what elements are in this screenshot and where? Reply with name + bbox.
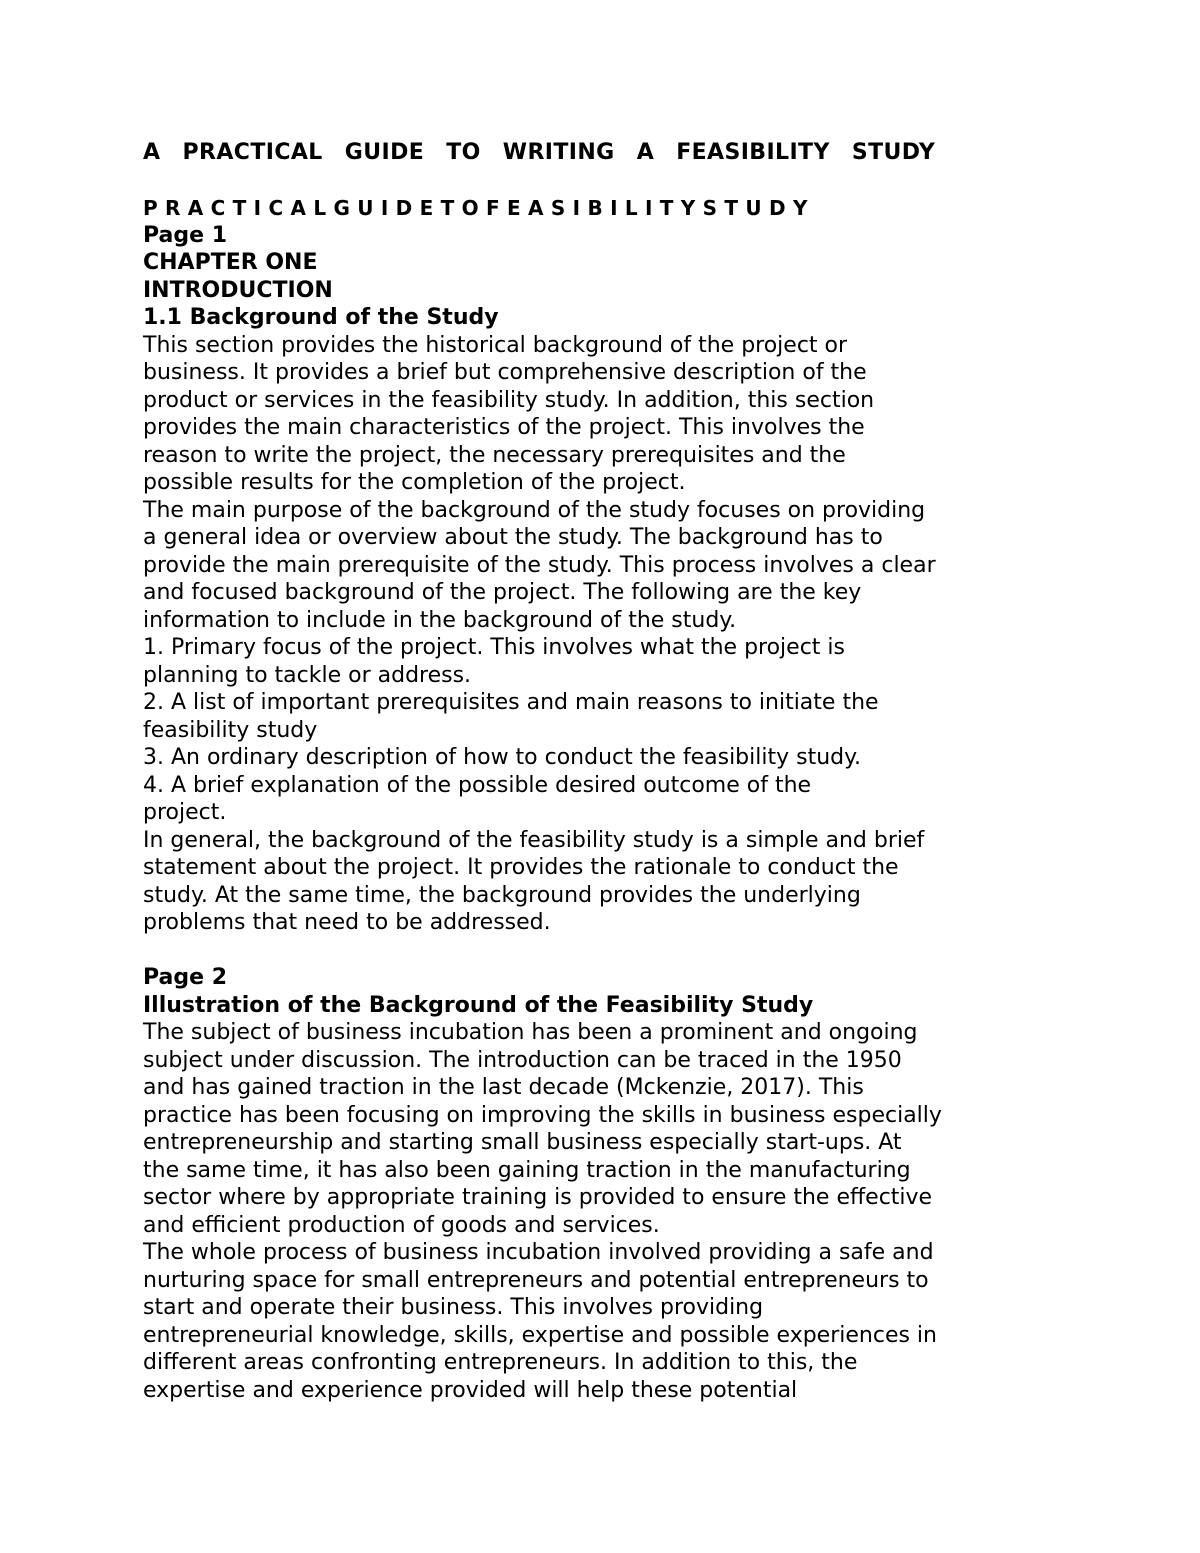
list-item: planning to tackle or address. bbox=[143, 662, 472, 688]
text-line: study. At the same time, the background provides the underlying bbox=[143, 882, 861, 908]
list-item: feasibility study bbox=[143, 717, 318, 743]
list-item: 3. An ordinary description of how to conduct the feasibility study. bbox=[143, 745, 861, 770]
text-line: entrepreneurship and starting small business especially start-ups. At bbox=[143, 1130, 902, 1155]
paragraph-5 bbox=[143, 1239, 1023, 1404]
paragraph-1 bbox=[143, 332, 1023, 497]
text-line: reason to write the project, the necessary prerequisites and the bbox=[143, 442, 846, 468]
blank-line bbox=[143, 937, 1023, 965]
paragraph-2 bbox=[143, 497, 1023, 635]
list-item: project. bbox=[143, 800, 227, 825]
text-line: provides the main characteristics of the project. This involves the bbox=[143, 415, 865, 440]
text-line: The whole process of business incubation involved providing a safe and bbox=[143, 1240, 934, 1265]
text-line: and focused background of the project. The following are the key bbox=[143, 580, 862, 605]
list-item: 4. A brief explanation of the possible desired outcome of the bbox=[143, 772, 812, 798]
spaced-heading: P R A C T I C A L G U I D E T O F E A S I B I L I T Y S T U D Y bbox=[143, 195, 808, 220]
text-line: possible results for the completion of the project. bbox=[143, 470, 686, 495]
text-line: different areas confronting entrepreneurs. In addition to this, the bbox=[143, 1350, 858, 1375]
text-line: The subject of business incubation has been a prominent and ongoing bbox=[143, 1020, 918, 1045]
text-line: The main purpose of the background of the study focuses on providing bbox=[143, 497, 926, 523]
text-line: This section provides the historical background of the project or bbox=[143, 332, 848, 358]
illustration-heading: Illustration of the Background of the Feasibility Study bbox=[143, 992, 814, 1018]
text-line: start and operate their business. This involves providing bbox=[143, 1295, 764, 1320]
document-title: A PRACTICAL GUIDE TO WRITING A FEASIBILITY STUDY bbox=[143, 140, 936, 165]
text-line: practice has been focusing on improving the skills in business especially bbox=[143, 1102, 942, 1128]
paragraph-3 bbox=[143, 827, 1023, 937]
list-item: 1. Primary focus of the project. This involves what the project is bbox=[143, 635, 845, 660]
text-line: information to include in the background of the study. bbox=[143, 607, 737, 633]
text-line: product or services in the feasibility study. In addition, this section bbox=[143, 387, 875, 413]
page-1-label: Page 1 bbox=[143, 222, 228, 248]
text-line: expertise and experience provided will help these potential bbox=[143, 1377, 798, 1403]
text-line: provide the main prerequisite of the study. This process involves a clear bbox=[143, 552, 936, 578]
section-1-1-heading: 1.1 Background of the Study bbox=[143, 305, 499, 330]
text-line: business. It provides a brief but comprehensive description of the bbox=[143, 360, 867, 385]
chapter-heading: CHAPTER ONE bbox=[143, 250, 318, 275]
text-line: In general, the background of the feasibility study is a simple and brief bbox=[143, 827, 925, 853]
introduction-heading: INTRODUCTION bbox=[143, 277, 333, 303]
list-item: 2. A list of important prerequisites and main reasons to initiate the bbox=[143, 690, 879, 715]
text-line: a general idea or overview about the study. The background has to bbox=[143, 525, 883, 550]
text-line: nurturing space for small entrepreneurs and potential entrepreneurs to bbox=[143, 1267, 929, 1293]
page-2-label: Page 2 bbox=[143, 965, 228, 990]
text-line: the same time, it has also been gaining traction in the manufacturing bbox=[143, 1157, 911, 1183]
text-line: and has gained traction in the last decade (Mckenzie, 2017). This bbox=[143, 1075, 864, 1100]
text-line: problems that need to be addressed. bbox=[143, 910, 551, 935]
text-line: and efficient production of goods and services. bbox=[143, 1212, 660, 1238]
text-line: statement about the project. It provides the rationale to conduct the bbox=[143, 855, 899, 880]
document-page bbox=[143, 139, 1023, 1404]
text-line: entrepreneurial knowledge, skills, expertise and possible experiences in bbox=[143, 1322, 937, 1348]
text-line: subject under discussion. The introduction can be traced in the 1950 bbox=[143, 1047, 902, 1073]
text-line: sector where by appropriate training is provided to ensure the effective bbox=[143, 1185, 933, 1210]
key-information-list bbox=[143, 634, 1023, 827]
paragraph-4 bbox=[143, 1019, 1023, 1239]
